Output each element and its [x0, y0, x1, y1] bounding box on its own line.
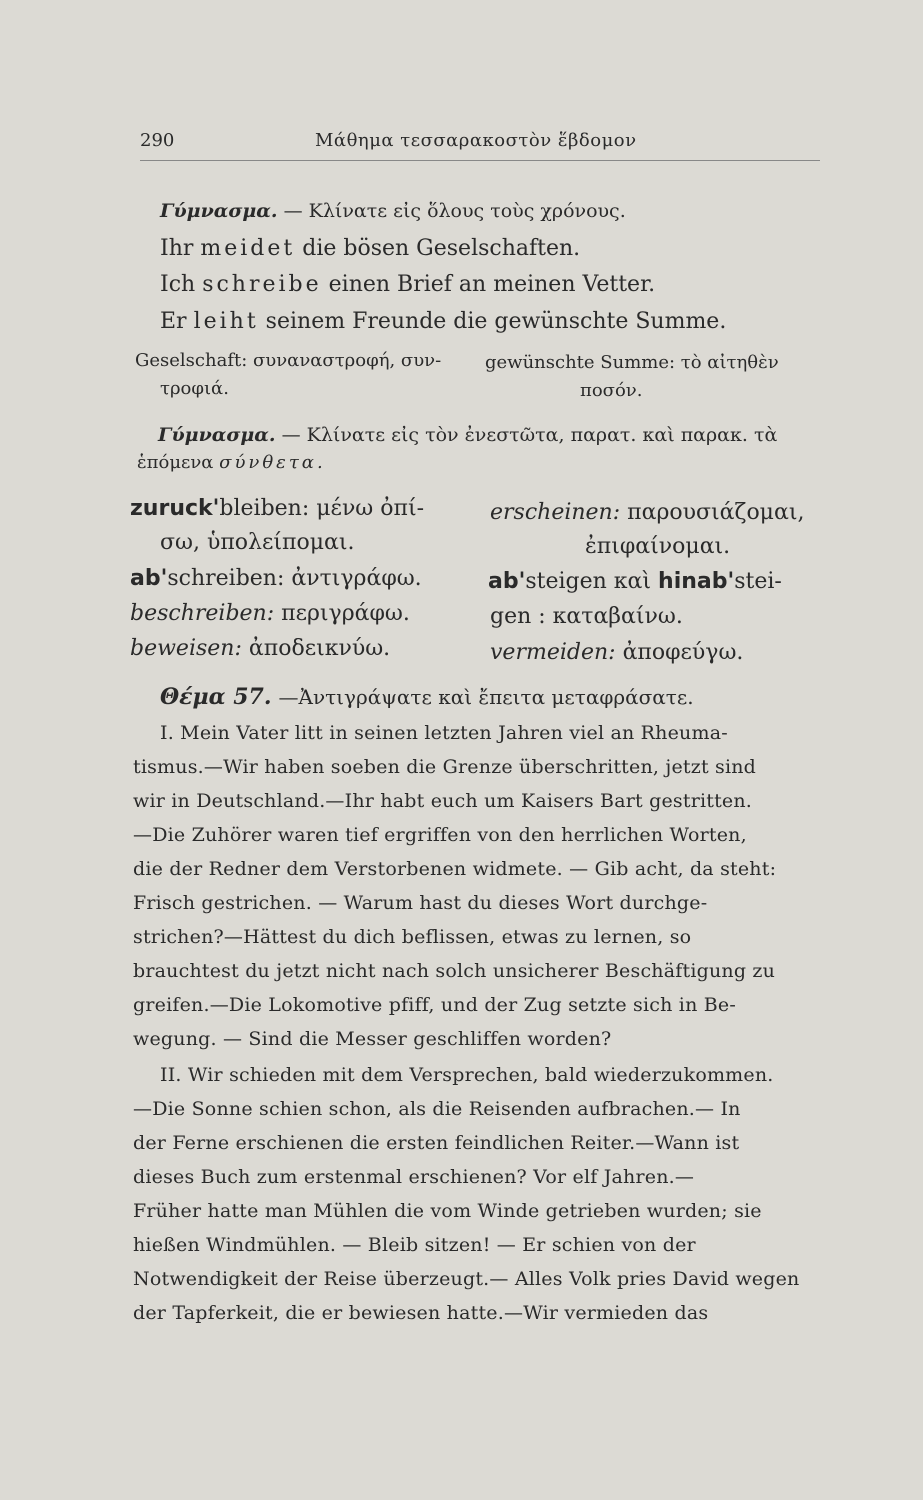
text-line-15: Früher hatte man Mühlen die vom Winde getrieben wurden; sie	[133, 1200, 762, 1222]
verb-absteigen: ab'steigen καὶ hinab'stei-	[488, 569, 782, 594]
verb-absteigen-cont: gen : καταβαίνω.	[490, 604, 683, 629]
page-header	[140, 130, 820, 161]
sentence-3: Er leiht seinem Freunde die gewünschte Summe.	[160, 309, 727, 334]
theme-label: Θέμα 57.	[160, 684, 272, 710]
theme-heading	[160, 684, 694, 710]
gloss-2a: gewünschte Summe: τὸ αἰτηθὲν	[485, 352, 779, 373]
text-line-5: die der Redner dem Verstorbenen widmete. — Gib acht, da steht:	[133, 858, 777, 880]
theme-instruction: —Ἀντιγράψατε καὶ ἔπειτα μεταφράσατε.	[278, 685, 694, 709]
verb-beschreiben: beschreiben: περιγράφω.	[130, 601, 410, 626]
text-line-3: wir in Deutschland.—Ihr habt euch um Kaisers Bart gestritten.	[133, 790, 753, 812]
sentence-2: Ich schreibe einen Brief an meinen Vetter.	[160, 272, 656, 297]
text-line-18: der Tapferkeit, die er bewiesen hatte.—Wir vermieden das	[133, 1302, 709, 1324]
verb-zuruckbleiben: zuruck'bleiben: μένω ὀπί-	[130, 496, 425, 521]
text-line-13: der Ferne erschienen die ersten feindlichen Reiter.—Wann ist	[133, 1132, 740, 1154]
text-line-10: wegung. — Sind die Messer geschliffen worden?	[133, 1028, 612, 1050]
text-line-1: I. Mein Vater litt in seinen letzten Jahren viel an Rheuma-	[160, 722, 728, 744]
verb-erscheinen-cont: ἐπιφαίνομαι.	[585, 534, 731, 559]
text-line-6: Frisch gestrichen. — Warum hast du dieses Wort durchge-	[133, 892, 708, 914]
exercise-2-instruction-cont: ἑπόμενα σύνθετα.	[137, 452, 326, 473]
exercise-instruction: — Κλίνατε εἰς ὅλους τοὺς χρόνους.	[283, 200, 626, 222]
exercise-label: Γύμνασμα.	[160, 200, 278, 222]
sentence-1: Ihr meidet die bösen Geselschaften.	[160, 236, 581, 261]
exercise-1-heading	[160, 200, 626, 222]
text-line-12: —Die Sonne schien schon, als die Reisenden aufbrachen.— In	[133, 1098, 741, 1120]
text-line-2: tismus.—Wir haben soeben die Grenze überschritten, jetzt sind	[133, 756, 757, 778]
text-line-14: dieses Buch zum erstenmal erschienen? Vor elf Jahren.—	[133, 1166, 695, 1188]
verb-beweisen: beweisen: ἀποδεικνύω.	[130, 636, 391, 661]
page-number: 290	[140, 130, 175, 151]
exercise-label: Γύμνασμα.	[158, 424, 276, 446]
gloss-2b: ποσόν.	[580, 380, 643, 401]
text-line-4: —Die Zuhörer waren tief ergriffen von den herrlichen Worten,	[133, 824, 747, 846]
verb-abschreiben: ab'schreiben: ἀντιγράφω.	[130, 566, 422, 591]
text-line-16: hießen Windmühlen. — Bleib sitzen! — Er schien von der	[133, 1234, 696, 1256]
exercise-instruction: — Κλίνατε εἰς τὸν ἐνεστῶτα, παρατ. καὶ παρακ. τὰ	[281, 424, 778, 446]
text-line-8: brauchtest du jetzt nicht nach solch unsicherer Beschäftigung zu	[133, 960, 776, 982]
text-line-7: strichen?—Hättest du dich beflissen, etwas zu lernen, so	[133, 926, 692, 948]
running-title: Μάθημα τεσσαρακοστὸν ἕβδομον	[315, 130, 637, 151]
gloss-1b: τροφιά.	[160, 378, 229, 399]
verb-erscheinen: erscheinen: παρουσιάζομαι,	[490, 500, 805, 525]
exercise-2-heading	[158, 424, 777, 446]
text-line-11: II. Wir schieden mit dem Versprechen, bald wiederzukommen.	[160, 1064, 774, 1086]
verb-zuruckbleiben-cont: σω, ὑπολείπομαι.	[160, 530, 355, 555]
gloss-1a: Geselschaft: συναναστροφή, συν-	[135, 350, 442, 371]
verb-vermeiden: vermeiden: ἀποφεύγω.	[490, 640, 744, 665]
text-line-17: Notwendigkeit der Reise überzeugt.— Alles Volk pries David wegen	[133, 1268, 800, 1290]
text-line-9: greifen.—Die Lokomotive pfiff, und der Zug setzte sich in Be-	[133, 994, 736, 1016]
